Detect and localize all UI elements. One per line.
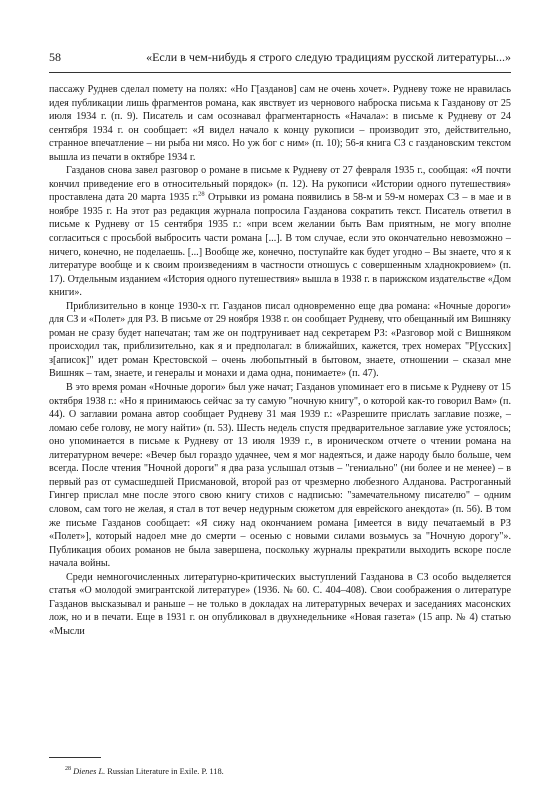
- footnote-divider: [49, 757, 101, 758]
- paragraph: Среди немногочисленных литературно-критических выступлений Газданова в СЗ особо выделяется статья «О молодой эмигрантской литературе» (1936. № 60. С. 404–408). Свои соображения о литературе Газданов высказывал и раньше – не только в докладах на литературных вечерах и заседаниях масонских лож, но и в печати. Еще в 1931 г. он опубликовал в двухнедельнике «Новая газета» (15 апр. № 4) статью «Мысли: [49, 571, 511, 637]
- footnote-mark: 28: [65, 766, 71, 772]
- paragraph-text: Газданов снова завел разговор о романе в письме к Рудневу от 27 февраля 1935 г., сообщая: «Я почти кончил приведение его в относительный порядок» (п. 12). На рукописи «Истории одного путешествия» проставлена дата 20 марта 1935 г.: [49, 165, 511, 204]
- footnote-reference: 28: [198, 191, 205, 198]
- footnote-text: Russian Literature in Exile. P. 118.: [105, 766, 224, 776]
- paragraph: В это время роман «Ночные дороги» был уже начат; Газданов упоминает его в письме к Рудневу от 15 октября 1938 г.: «Но я принимаюсь сейчас за ту самую "ночную книгу", о которой как-то говорил Вам» (п. 44). О заглавии романа автор сообщает Рудневу 31 мая 1939 г.: «Разрешите прислать заглавие позже, – ломаю себе голову, не могу найти» (п. 53). Шесть недель спустя предварительное заглавие уже устоялось; оно упоминается в письме к Рудневу от 13 июля 1939 г., в ироническом отчете о чтении романа на литературном вечере: «Вечер был гораздо удачнее, чем я мог надеяться, и даже народу было больше, чем всегда. После чтения "Ночной дороги" я два раза услышал отзыв – "гениально" (ни более и не менее) – в первый раз от сумасшедшей Присмановой, второй раз от чрезмерно любезного Алданова. Растроганный Гингер прислал мне после этого свою книгу стихов с надписью: "замечательному писателю" – одним словом, сам того не желая, я стал в тот вечер недурным сюжетом для еврейского анекдота» (п. 56). В том же письме Газданов сообщает: «Я сижу над окончанием романа [имеется в виду печатаемый в РЗ «Полет»], который надоел мне до смерти – осенью с новыми силами возьмусь за "Ночную дорогу"». Публикация обоих романов не была завершена, поскольку журналы прекратили выходить вскоре после начала войны.: [49, 382, 511, 570]
- main-text: [49, 83, 511, 638]
- paragraph: [49, 164, 511, 299]
- page-header: [49, 48, 511, 68]
- footnote: [49, 764, 511, 777]
- header-divider: [49, 72, 511, 73]
- paragraph-text-continued: Отрывки из романа появились в 58-м и 59-м номерах СЗ – в мае и в ноябре 1935 г. На этот раз редакция журнала попросила Газданова сократить текст. Писатель ответил в письме к Рудневу от 15 сентября 1935 г.: «при всем желании быть Вам приятным, не могу вполне согласиться с просьбой выбросить части романа [...]. В том случае, если это окончательно невозможно – ничего, конечно, не поделаешь. [...] Вообще же, конечно, поступайте как будет угодно – Вы знаете, что я к литературе вообще и к своим произведениям в частности отношусь с совершенным хладнокровием» (п. 17). Отдельным изданием «История одного путешествия» вышла в 1938 г. в парижском издательстве «Дом книги».: [49, 192, 511, 299]
- paragraph: Приблизительно в конце 1930-х гг. Газданов писал одновременно еще два романа: «Ночные дороги» для СЗ и «Полет» для РЗ. В письме от 29 ноября 1938 г. он сообщает Рудневу, что обещанный им Вишняку роман не сразу будет напечатан; там же он подтрунивает над секретарем РЗ: «Разговор мой с Вишняком происходил так, приблизительно, как я и предполагал: в ближайших, кажется, трех номерах "Р[усских] з[аписок]" идет роман Крестовской – очень любопытный в бытовом, знаете, отношении – сказал мне Вишняк – там, знаете, и генералы и монахи и дама одна, понимаете» (п. 47).: [49, 300, 511, 380]
- paragraph: пассажу Руднев сделал помету на полях: «Но Г[азданов] сам не очень хочет». Рудневу тоже не нравилась идея публикации лишь фрагментов романа, как явствует из чернового наброска письма к Газданову от 25 июля 1934 г. (п. 9). Писатель и сам осознавал фрагментарность «Начала»: в письме к Рудневу от 24 сентября 1934 г. он сообщает: «Я видел начало к концу рукописи – производит это, действительно, странное впечатление – ни рыба ни мясо. Но уж бог с ним» (п. 10); 56-я книга СЗ с газдановским текстом вышла из печати в октябре 1934 г.: [49, 84, 511, 163]
- page-number: 58: [49, 50, 61, 64]
- footnote-author: Dienes L.: [73, 766, 106, 776]
- running-title: «Если в чем-нибудь я строго следую традициям русской литературы...»: [146, 50, 511, 64]
